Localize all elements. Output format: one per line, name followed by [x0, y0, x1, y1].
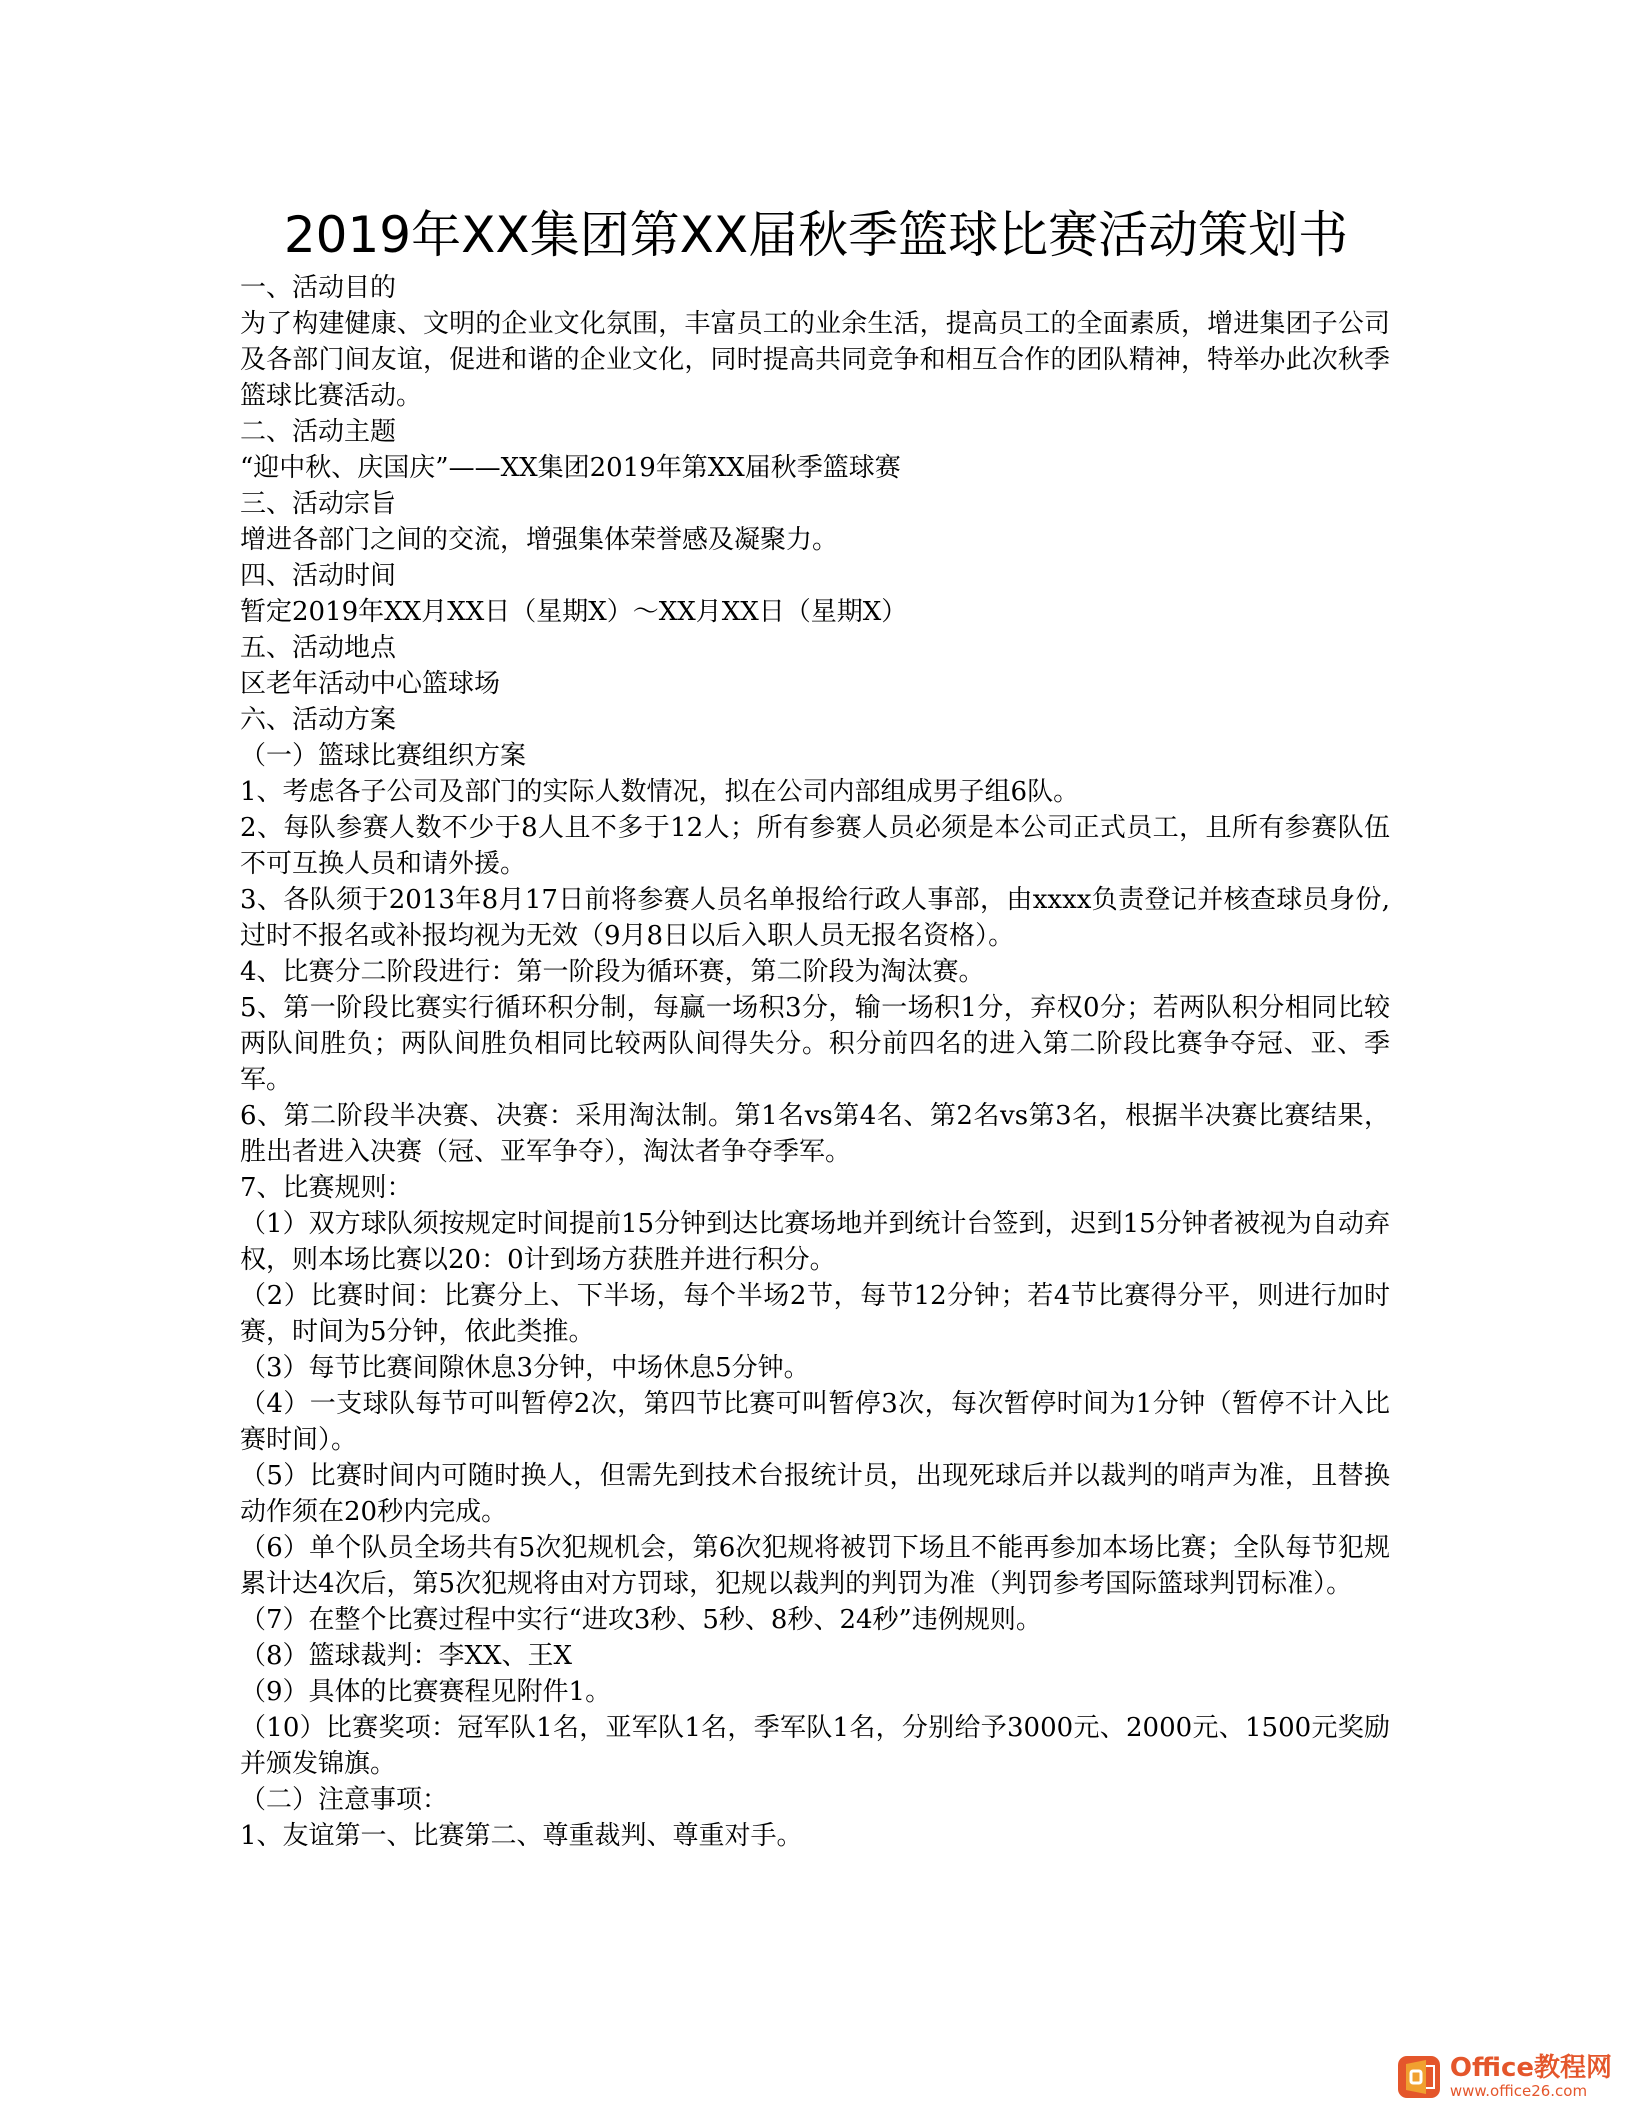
watermark-brand: Office教程网 [1449, 2053, 1612, 2083]
paragraph: 1、考虑各子公司及部门的实际人数情况，拟在公司内部组成男子组6队。 [240, 777, 1080, 807]
paragraph: 4、比赛分二阶段进行：第一阶段为循环赛，第二阶段为淘汰赛。 [240, 957, 985, 987]
paragraph: 1、友谊第一、比赛第二、尊重裁判、尊重对手。 [240, 1821, 803, 1851]
paragraph: 7、比赛规则： [240, 1173, 413, 1203]
section-heading: 六、活动方案 [240, 705, 397, 735]
paragraph: 2、每队参赛人数不少于8人且不多于12人；所有参赛人员必须是本公司正式员工，且所有参赛队伍不可互换人员和请外援。 [240, 813, 1390, 879]
section-heading: 三、活动宗旨 [240, 489, 397, 519]
paragraph: “迎中秋、庆国庆”——XX集团2019年第XX届秋季篮球赛 [240, 453, 901, 483]
paragraph: 暂定2019年XX月XX日（星期X）～XX月XX日（星期X） [240, 597, 908, 627]
paragraph: 增进各部门之间的交流，增强集体荣誉感及凝聚力。 [240, 525, 839, 555]
paragraph: （7）在整个比赛过程中实行“进攻3秒、5秒、8秒、24秒”违例规则。 [240, 1605, 1042, 1635]
paragraph: 为了构建健康、文明的企业文化氛围，丰富员工的业余生活，提高员工的全面素质，增进集团子公司及各部门间友谊，促进和谐的企业文化，同时提高共同竞争和相互合作的团队精神，特举办此次秋季篮球比赛活动。 [240, 309, 1390, 411]
section-heading: 四、活动时间 [240, 561, 397, 591]
section-heading: 一、活动目的 [240, 273, 397, 303]
section-heading: 五、活动地点 [240, 633, 397, 663]
paragraph: （5）比赛时间内可随时换人，但需先到技术台报统计员，出现死球后并以裁判的哨声为准，且替换动作须在20秒内完成。 [240, 1461, 1390, 1527]
paragraph: （6）单个队员全场共有5次犯规机会，第6次犯规将被罚下场且不能再参加本场比赛；全队每节犯规累计达4次后，第5次犯规将由对方罚球，犯规以裁判的判罚为准（判罚参考国际篮球判罚标准）。 [240, 1533, 1390, 1599]
paragraph: （1）双方球队须按规定时间提前15分钟到达比赛场地并到统计台签到，迟到15分钟者被视为自动弃权，则本场比赛以20：0计到场方获胜并进行积分。 [240, 1209, 1390, 1275]
paragraph: （9）具体的比赛赛程见附件1。 [240, 1677, 612, 1707]
document-title: 2019年XX集团第XX届秋季篮球比赛活动策划书 [283, 206, 1349, 264]
watermark-url: www.office26.com [1449, 2082, 1588, 2100]
watermark [1396, 2054, 1612, 2100]
paragraph: （10）比赛奖项：冠军队1名，亚军队1名，季军队1名，分别给予3000元、2000元、1500元奖励并颁发锦旗。 [240, 1713, 1390, 1779]
paragraph: 6、第二阶段半决赛、决赛：采用淘汰制。第1名vs第4名、第2名vs第3名，根据半决赛比赛结果，胜出者进入决赛（冠、亚军争夺），淘汰者争夺季军。 [240, 1101, 1390, 1167]
paragraph: （8）篮球裁判：李XX、王X [240, 1641, 573, 1671]
paragraph: （3）每节比赛间隙休息3分钟，中场休息5分钟。 [240, 1353, 810, 1383]
paragraph: 3、各队须于2013年8月17日前将参赛人员名单报给行政人事部，由xxxx负责登记并核查球员身份,过时不报名或补报均视为无效（9月8日以后入职人员无报名资格）。 [240, 885, 1390, 951]
section-heading: 二、活动主题 [240, 417, 397, 447]
paragraph: 区老年活动中心篮球场 [240, 669, 501, 699]
paragraph: （2）比赛时间：比赛分上、下半场，每个半场2节，每节12分钟；若4节比赛得分平，则进行加时赛，时间为5分钟，依此类推。 [240, 1281, 1390, 1347]
paragraph: （4）一支球队每节可叫暂停2次，第四节比赛可叫暂停3次，每次暂停时间为1分钟（暂停不计入比赛时间）。 [240, 1389, 1390, 1455]
document-body [240, 270, 1390, 1854]
office-logo-icon [1396, 2054, 1442, 2100]
paragraph: （二）注意事项： [240, 1785, 449, 1815]
section-heading: （一）篮球比赛组织方案 [240, 741, 527, 771]
paragraph: 5、第一阶段比赛实行循环积分制，每赢一场积3分，输一场积1分，弃权0分；若两队积分相同比较两队间胜负；两队间胜负相同比较两队间得失分。积分前四名的进入第二阶段比赛争夺冠、亚、季军。 [240, 993, 1390, 1095]
